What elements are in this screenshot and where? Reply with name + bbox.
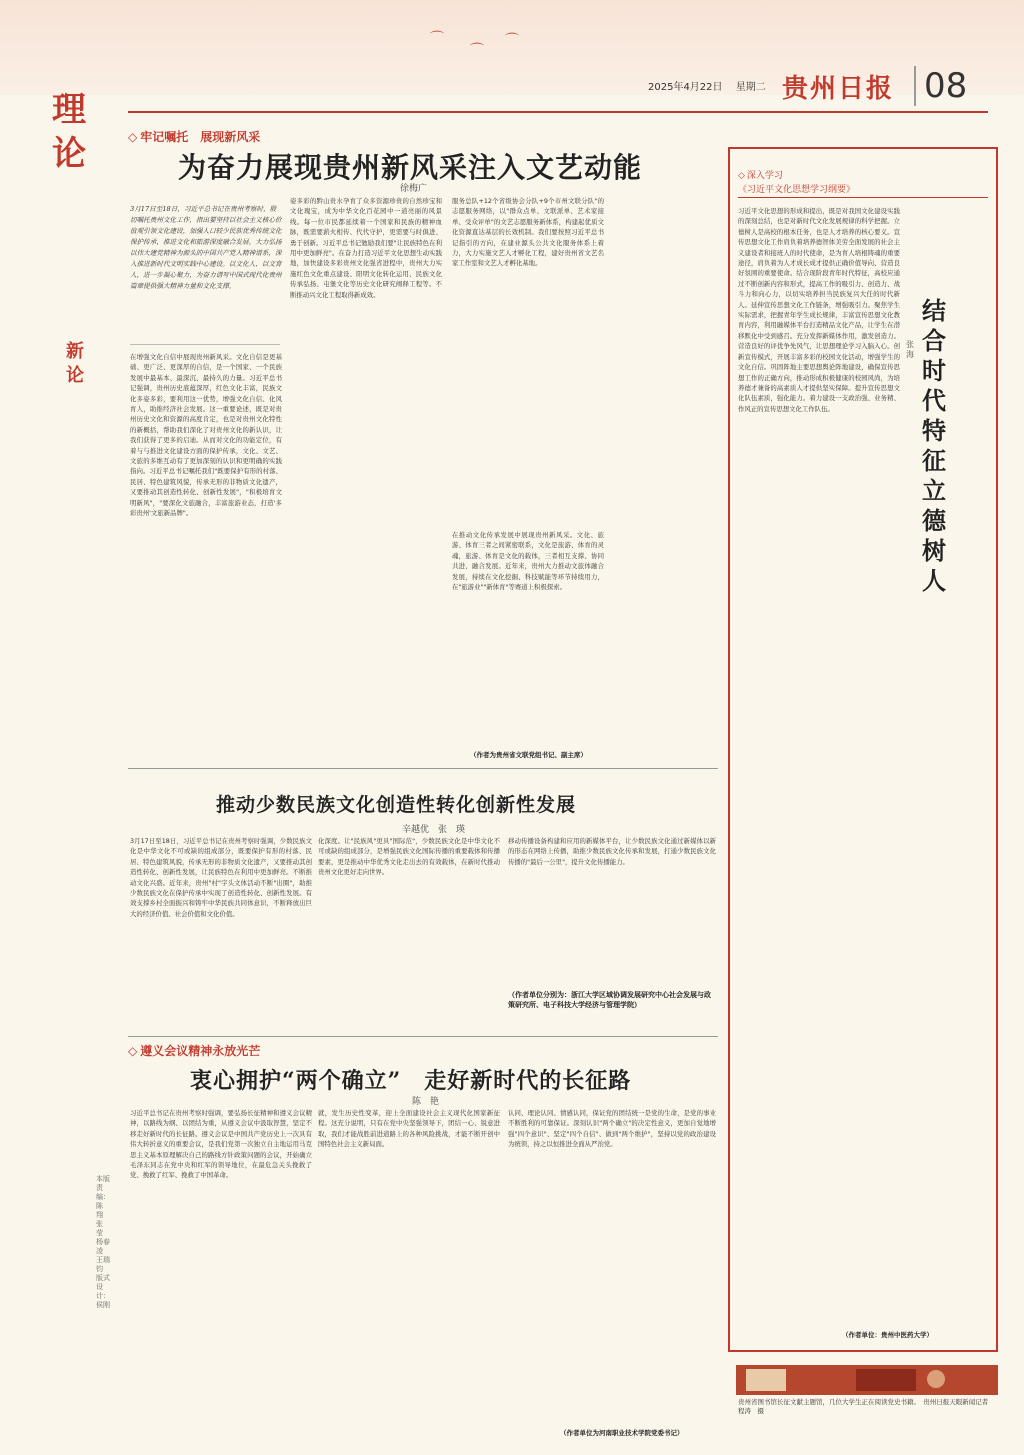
sidebar-title: 结合时代特征立德树人: [922, 296, 946, 595]
article-column: 服务总队+12个省级协会分队+9个市州文联分队"的志愿服务网络，以"群众点单、文联派单、艺术家接单、受众评单"的文艺志愿服务新体系，构建起优质文化资源直达基层的长效机制。我们要按照习近平总书记指引的方向，在建业源头公共文化服务体系上着力，大力实施文艺人才孵化工程，建好贵州省文艺名家工作室和文艺人才孵化基地。: [452, 197, 604, 268]
article-title: 推动少数民族文化创造性转化创新性发展: [216, 794, 577, 816]
sidebar-author: 张 海: [906, 340, 914, 359]
date: 2025年4月22日: [648, 82, 723, 93]
header-rule: [128, 111, 988, 113]
sidebar-tag: ◇ 深入学习: [738, 171, 783, 181]
divider: [128, 1036, 718, 1037]
article-title: 衷心拥护“两个确立” 走好新时代的长征路: [190, 1068, 632, 1094]
photo-caption: 贵州省图书馆长征文献主题馆，几位大学生正在阅读党史书籍。 贵州日报天眼新闻记者 程涛 摄: [738, 1398, 995, 1415]
editor-credit: 本版责编：陈 翔 张 莹 杨春凌 王瑞钧 版式设计：侯刚: [96, 1175, 110, 1309]
article-byline: 陈 艳: [412, 1097, 440, 1107]
column-name: 理论: [52, 90, 86, 174]
diamond-icon: ◇: [128, 1044, 138, 1058]
article-lede: 3月17日至18日，习近平总书记在贵州考察时，殷切嘱托贵州文化工作，指出要坚持以社会主义核心价值观引领文化建设，加强人口较少民族优秀传统文化保护传承，推进文化和旅游深度融合发展。大力弘扬以伟大建党精神为源头的中国共产党人精神谱系，深入推进新时代文明实践中心建设。以文化人、以文育人，进一步凝心聚力，为奋力谱写中国式现代化贵州篇章提供强大精神力量和文化支撑。: [130, 205, 282, 290]
section-tag: ◇ 遵义会议精神永放光芒: [128, 1044, 261, 1058]
swallow-icon: ⌒: [505, 33, 519, 49]
article-column: 在推动文化传承发展中展现贵州新风采。文化、旅游、体育三者之间紧密联系，文化是旅游、体育的灵魂，旅游、体育是文化的载体，三者相互支撑、协同共进、融合发展。近年来，贵州大力推动文旅体融合发展，持续在文化挖掘、科技赋能等环节持续用力，在"旅游业""新体育"等赛道上积极探索。: [452, 531, 604, 592]
article-column: 认同、理论认同、情感认同，保证党的团结统一是党的生命，是党的事业不断胜利的可靠保证。深刻认识"两个确立"的决定性意义，更加自觉地增强"四个意识"、坚定"四个自信"、做到"两个维护"，坚持以党的政治建设为统领，持之以恒推进全面从严治党。: [508, 1109, 716, 1149]
sidebar-subtitle: 《习近平文化思想学习纲要》: [738, 185, 856, 195]
article-byline: 辛越优 张 瑛: [402, 825, 466, 835]
article-column: 姿多彩的黔山贵水孕育了众多资源珍贵的自然珍宝和文化瑰宝，成为中华文化百花园中一道亮丽的风景线。每一位市民都延续着一个国家和民族的精神血脉，既需要薪火相传、代代守护，更需要与时俱进、勇于创新。习近平总书记勉励我们要"让民族特色在利用中更加鲜亮"。在奋力打造习近平文化思想生动实践地，加快建设多彩贵州文化强省进程中，贵州大力实施红色文化重点建设、阳明文化转化运用、民族文化传承弘扬、屯堡文化等历史文化研究阐释工程等。不断推动兴文化工程取得新成效。: [290, 197, 442, 299]
swallow-icon: ⌒: [430, 31, 444, 47]
weekday: 星期二: [735, 82, 766, 93]
section-tag: ◇ 牢记嘱托 展现新风采: [128, 130, 261, 144]
swallow-icon: ⌒: [470, 43, 484, 59]
article-column: 3月17日至18日，习近平总书记在贵州考察时强调，少数民族文化是中华文化不可或缺的组成部分，既要保护有形的村落、民居、特色建筑风貌，传承无形的非物质文化遗产，又要推动其创造性转化、创新性发展，让民族特色在利用中更加鲜亮。不断推动文化兴盛。近年来，贵州"村"字头文体活动不断"出圈"，助推少数民族文化在保护传承中实现了创造性转化、创新性发展。有效支撑乡村全面振兴和铸牢中华民族共同体意识，不断释放出巨大的经济价值、社会价值和文化价值。: [130, 837, 312, 918]
masthead-logo: 贵州日报: [782, 74, 895, 104]
article-byline: 徐梅广: [400, 184, 428, 194]
diamond-icon: ◇: [738, 171, 745, 181]
article-column: 在增强文化自信中展现贵州新风采。文化自信是更基础、更广泛、更深厚的自信，是一个国家、一个民族发展中最基本、最深沉、最持久的力量。习近平总书记强调，贵州历史底蕴深厚，红色文化丰富，民族文化多姿多彩，要利用这一优势，增强文化自信、化风育人，助推经济社会发展。这一重要论述，既是对贵州历史文化和资源的高度肯定，也是对贵州文化特性的新概括，帮助我们深化了对贵州文化的新认识，让我们获得了更多的启迪。从而对文化的功能定位，有着与与推进文化建设方面的保护传承，文化、文艺、文旅的多维互动有了更加深刻的认识和更明确的实践指向。习近平总书记嘱托我们"既要保护有形的村落、民居、特色建筑风貌，传承无形的非物质文化遗产，又要推动其创造性转化、创新性发展"，"积极培育文明新风"，"要深化文旅融合，丰富旅游业态，打造'多彩贵州'文旅新品牌"。: [130, 353, 282, 518]
divider: [128, 768, 718, 769]
author-note: （作者为贵州省文联党组书记、副主席）: [470, 751, 587, 759]
divider: [130, 344, 280, 345]
article-column: 就，发生历史性变革，迎上全面建设社会主义现代化国家新征程。这充分说明，只有在党中央坚强领导下，团结一心、锐意进取，我们才能战胜前进道路上的各种风险挑战，才能不断开创中国特色社会主义新局面。: [318, 1109, 500, 1149]
diamond-icon: ◇: [128, 130, 138, 144]
author-note: （作者单位分别为：浙江大学区域协调发展研究中心社会发展与政策研究所、电子科技大学经济与管理学院）: [508, 991, 711, 1009]
article-column: 化深度。让"民族风"更具"国际范"，少数民族文化是中华文化不可或缺的组成部分，是增强民族文化国际传播的重要载体和传播要素，更是推动中华优秀文化走出去的有效载体，在新时代推动贵州文化更好走向世界。: [318, 837, 500, 877]
article-column: 移动传播设备构建和应用的新媒体平台，让少数民族文化通过新媒体以新的形态在网络上传播，助推少数民族文化传承和发展，打通少数民族文化传播的"最后一公里"，提升文化传播能力。: [508, 837, 716, 866]
author-note: （作者单位为河南职业技术学院党委书记）: [560, 1429, 684, 1437]
sidebar-body: 习近平文化思想的形成和提出，既是对我国文化建设实践的深刻总结，也是对新时代文化发展规律的科学把握。立德树人是高校的根本任务，也是人才培养的核心要义。宣传思想文化工作肩负着培养德智体美劳全面发展的社会主义建设者和接班人的时代使命，是为育人培根铸魂的重要途径，肩负着为人才成长成才提供正确价值导向、营造良好氛围的重要使命。结合现阶段青年时代特征，高校应通过不断创新内容和形式，提高工作的吸引力、创造力、战斗力和向心力，以切实培养担当民族复兴大任的时代新人。延伸宣传思想文化工作链条，增强吸引力。聚焦学生实际需求，把握青年学生成长规律，丰富宣传思想文化教育内容，利用融媒体平台打造精品文化产品，让学生在潜移默化中受到感召。充分发挥新媒体作用，激发创造力。营造良好的评优争先风气，让思想理论学习入脑入心。创新宣传模式，开展丰富多彩的校园文化活动，增强学生的文化自信。巩固阵地主要思想舆论阵地建设，确保宣传思想工作的正确方向，推动形成积极健康的校园风尚，为培养德才兼备的高素质人才提供坚实保障。提升宣传思想文化队伍素质，强化能力。着力建设一支政治强、业务精、作风正的宣传思想文化工作队伍。: [738, 207, 900, 413]
article-title: 为奋力展现贵州新风采注入文艺动能: [178, 151, 643, 184]
page-number: 08: [914, 66, 967, 106]
photo-image: [736, 1365, 998, 1395]
issue-date: [648, 78, 766, 93]
article-column: 习近平总书记在贵州考察时强调，要弘扬长征精神和遵义会议精神，以路线为纲、以团结为重，从遵义会议中汲取智慧，坚定不移走好新时代的长征路。遵义会议是中国共产党历史上一次具有伟大转折意义的重要会议，是我们党第一次独立自主地运用马克思主义基本原理解决自己的路线方针政策问题的会议，开始确立毛泽东同志在党中央和红军的领导地位，在最危急关头挽救了党、挽救了红军、挽救了中国革命。: [130, 1109, 312, 1180]
sub-column-name: 新论: [66, 341, 84, 386]
sidebar-author-note: （作者单位：贵州中医药大学）: [842, 1331, 933, 1339]
sidebar-rule: [738, 197, 988, 198]
